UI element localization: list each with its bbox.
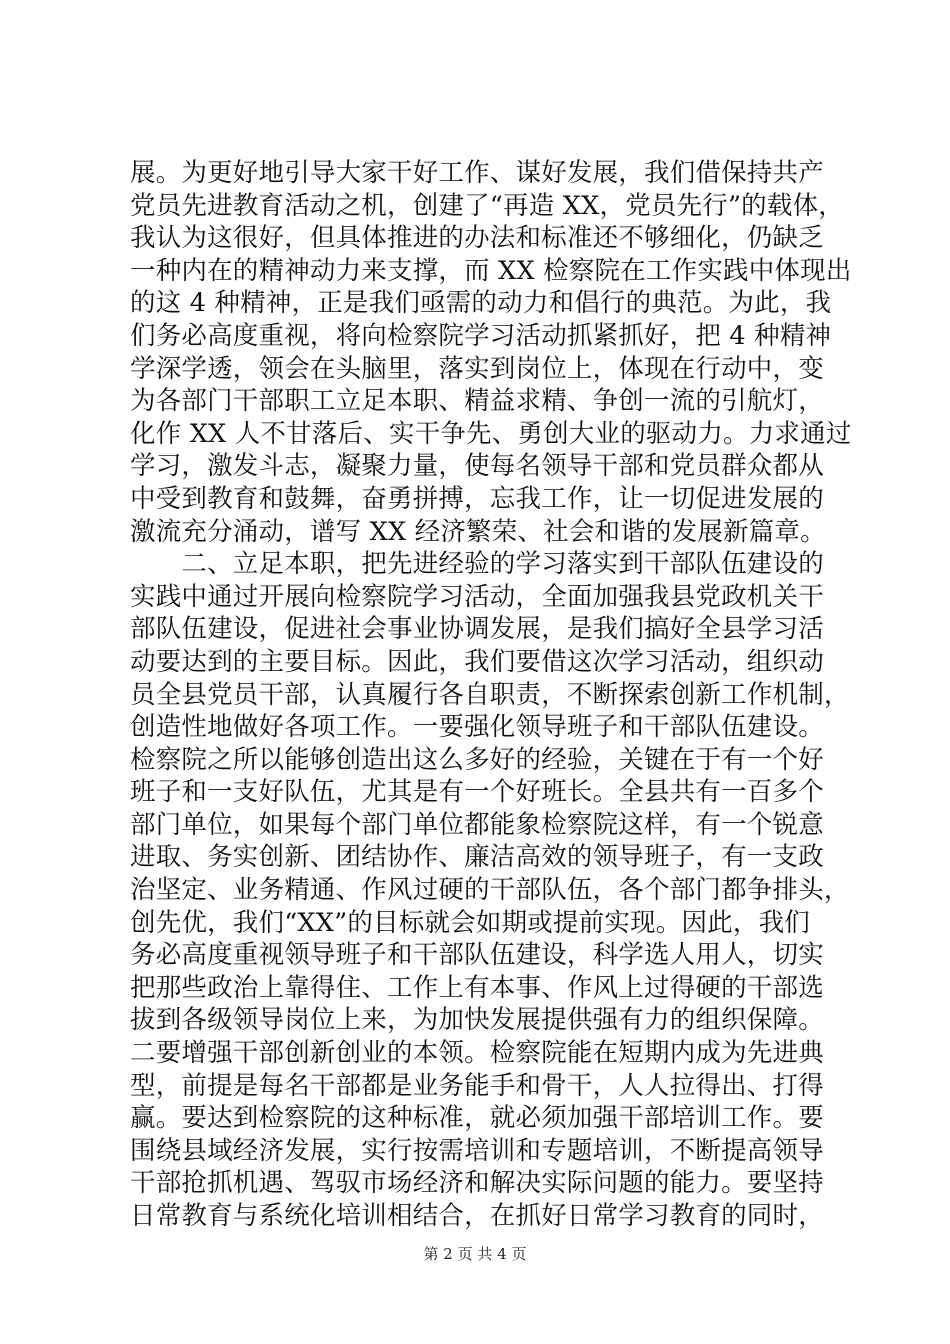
text-line: 把那些政治上靠得住、工作上有本事、作风上过得硬的干部选 [130, 972, 824, 1003]
text-line: 二要增强干部创新创业的本领。检察院能在短期内成为先进典 [130, 1038, 824, 1069]
text-line: 拔到各级领导岗位上来，为加快发展提供强有力的组织保障。 [130, 1005, 824, 1036]
text-line: 激流充分涌动，谱写 XX 经济繁荣、社会和谐的发展新篇章。 [130, 516, 826, 547]
text-line: 学深学透，领会在头脑里，落实到岗位上，体现在行动中，变 [130, 353, 824, 384]
text-line: 创先优，我们“XX”的目标就会如期或提前实现。因此，我们 [130, 907, 810, 938]
text-line: 部队伍建设，促进社会事业协调发展，是我们搞好全县学习活 [130, 614, 824, 645]
text-line: 党员先进教育活动之机，创建了“再造 XX，党员先行”的载体， [130, 190, 844, 221]
text-line: 动要达到的主要目标。因此，我们要借这次学习活动，组织动 [130, 646, 824, 677]
text-line: 赢。要达到检察院的这种标准，就必须加强干部培训工作。要 [130, 1103, 824, 1134]
text-line: 检察院之所以能够创造出这么多好的经验，关键在于有一个好 [130, 744, 824, 775]
text-line: 展。为更好地引导大家干好工作、谋好发展，我们借保持共产 [130, 158, 824, 188]
text-line: 二、立足本职，把先进经验的学习落实到干部队伍建设的 [130, 549, 824, 580]
text-line: 为各部门干部职工立足本职、精益求精、争创一流的引航灯， [130, 386, 824, 417]
body-text [130, 157, 852, 1233]
text-line: 干部抢抓机遇、驾驭市场经济和解决实际问题的能力。要坚持 [130, 1168, 824, 1199]
text-line: 班子和一支好队伍，尤其是有一个好班长。全县共有一百多个 [130, 777, 824, 808]
text-line: 创造性地做好各项工作。一要强化领导班子和干部队伍建设。 [130, 712, 824, 743]
text-line: 型，前提是每名干部都是业务能手和骨干，人人拉得出、打得 [130, 1070, 824, 1101]
text-line: 员全县党员干部，认真履行各自职责，不断探索创新工作机制， [130, 679, 850, 710]
text-line: 务必高度重视领导班子和干部队伍建设，科学选人用人，切实 [130, 940, 824, 971]
text-line: 进取、务实创新、团结协作、廉洁高效的领导班子，有一支政 [130, 842, 824, 873]
text-line: 们务必高度重视，将向检察院学习活动抓紧抓好，把 4 种精神 [130, 320, 832, 351]
text-line: 日常教育与系统化培训相结合，在抓好日常学习教育的同时， [130, 1201, 824, 1231]
text-line: 部门单位，如果每个部门单位都能象检察院这样，有一个锐意 [130, 809, 824, 840]
text-line: 化作 XX 人不甘落后、实干争先、勇创大业的驱动力。力求通过 [130, 418, 852, 449]
text-line: 一种内在的精神动力来支撑，而 XX 检察院在工作实践中体现出 [130, 255, 852, 286]
text-line: 的这 4 种精神，正是我们亟需的动力和倡行的典范。为此，我 [130, 288, 832, 319]
text-line: 学习，激发斗志，凝聚力量，使每名领导干部和党员群众都从 [130, 451, 824, 482]
text-line: 实践中通过开展向检察院学习活动，全面加强我县党政机关干 [130, 581, 824, 612]
text-line: 治坚定、业务精通、作风过硬的干部队伍，各个部门都争排头， [130, 875, 850, 906]
text-line: 我认为这很好，但具体推进的办法和标准还不够细化，仍缺乏 [130, 223, 824, 254]
text-line: 围绕县域经济发展，实行按需培训和专题培训，不断提高领导 [130, 1135, 824, 1166]
page-footer: 第 2 页 共 4 页 [423, 1245, 527, 1263]
text-line: 中受到教育和鼓舞，奋勇拼搏，忘我工作，让一切促进发展的 [130, 483, 824, 514]
